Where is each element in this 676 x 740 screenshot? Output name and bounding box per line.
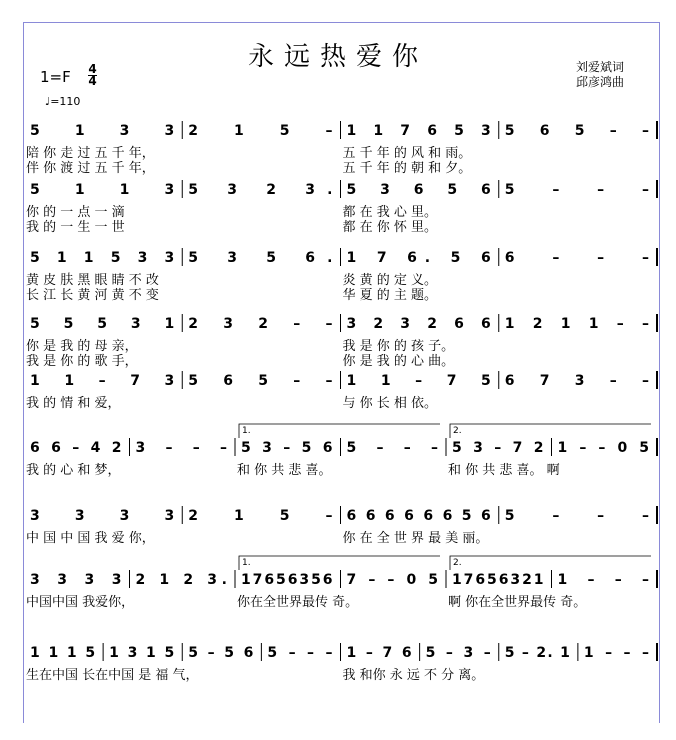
lyric-line-verse2: 长 江 长 黄 河 黄 不 变 [26,288,159,303]
measure: 3 – – – [135,440,227,456]
measure: 1 1 1 5 [30,645,96,661]
lyric-line-verse2: 五 千 年 的 朝 和 夕。 [342,161,472,176]
measure: 5 3 – 7 2 [452,440,544,456]
lyricist-credit: 刘爱斌词 [576,60,625,74]
lyric-line-verse2: 你 是 我 的 心 曲。 [342,354,455,369]
tempo-mark: ♩=110 [45,95,81,108]
system-4 [26,314,657,369]
measure: 5 – – – [267,645,333,661]
measure: 6 6 – 4 2 [30,440,122,456]
measure: 1 7 6. 5 6 [346,250,491,266]
lyric-line: 你 的 一 点 一 滴 [26,205,125,220]
measure: 1 – – – [583,645,649,661]
measure: 1 1 – 7 5 [346,373,491,389]
system-9 [26,643,657,683]
lyric-line: 我 的 心 和 梦， [26,463,121,478]
measure: 5 – – – [346,440,438,456]
lyric-line: 生在中国 长在中国 是 福 气， [26,668,199,683]
measure: 5 – – – [504,182,649,198]
system-5 [26,371,657,411]
key-signature: 1=F [40,68,71,86]
measure: 6 6 6 6 6 6 5 6 [346,508,491,524]
lyric-line-verse2: 我 的 一 生 一 世 [26,220,125,235]
lyric-line: 都 在 我 心 里。 [342,205,438,220]
volta-label: 2. [453,558,462,568]
lyric-line: 中国中国 我爱你， [26,595,135,610]
system-3 [26,248,657,303]
volta-bracket [239,424,440,438]
system-6 [26,424,657,478]
measure: 5 – 2. 1 [504,645,570,661]
measure: 3 2 3 2 6 6 [346,316,491,332]
lyric-line: 我 的 情 和 爱， [26,396,121,411]
system-1 [26,121,657,176]
lyric-line: 和 你 共 悲 喜。 啊 [448,463,560,478]
lyric-line: 陪 你 走 过 五 千 年， [26,146,155,161]
measure: 5 5 5 3 1 [30,316,175,332]
lyric-line: 你 在 全 世 界 最 美 丽。 [342,531,489,546]
lyric-line: 你在全世界最传 奇。 [237,595,359,610]
lyric-line: 我 和你 永 远 不 分 离。 [342,668,485,683]
measure: 1 – – – [557,572,649,588]
measure: 3 3 3 3 [30,508,175,524]
measure: 1 1 7 6 5 3 [346,123,491,139]
measure: 1 3 1 5 [109,645,175,661]
measure: 5 3 6 5 6 [346,182,491,198]
system-7 [26,506,657,546]
measure: 5 3 5 6. [188,250,333,266]
measure: 1 7 6 5 6 3 5 6 [241,572,333,588]
measure: 5 1 1 5 3 3 [30,250,175,266]
volta-bracket [239,556,440,570]
measure: 1 7 6 5 6 3 2 1 [452,572,544,588]
volta-bracket [450,424,651,438]
lyric-line-verse2: 都 在 你 怀 里。 [342,220,438,235]
measure: 1 1 – 7 3 [30,373,175,389]
measure: 2 3 2 – – [188,316,333,332]
measure: 1 – – 0 5 [557,440,649,456]
composer-credit: 邱彦鸿曲 [576,75,625,89]
volta-label: 1. [242,426,251,436]
measure: 1 2 1 1 – – [504,316,649,332]
measure: 2 1 5 – [188,123,333,139]
measure: 5 3 2 3. [188,182,333,198]
measure: 7 – – 0 5 [346,572,438,588]
measure: 5 1 1 3 [30,182,175,198]
lyric-line: 五 千 年 的 风 和 雨。 [342,146,472,161]
meter-top: 4 [88,62,97,76]
lyric-line-verse2: 我 是 你 的 歌 手， [26,354,138,369]
lyric-line: 和 你 共 悲 喜。 [237,463,332,478]
measure: 5 3 – 5 6 [241,440,333,456]
measure: 2 1 5 – [188,508,333,524]
lyric-line: 与 你 长 相 依。 [342,396,438,411]
meter-bottom: 4 [88,74,97,88]
measure: 6 7 3 – – [504,373,649,389]
system-2 [26,180,657,235]
volta-bracket [450,556,651,570]
measure: 5 6 5 – – [504,123,649,139]
system-8 [26,556,657,610]
lyric-line-verse2: 华 夏 的 主 题。 [342,288,438,303]
lyric-line: 黄 皮 肤 黑 眼 睛 不 改 [26,273,159,288]
measure: 5 6 5 – – [188,373,333,389]
measure: 5 1 3 3 [30,123,175,139]
measure: 1 – 7 6 [346,645,412,661]
measure: 6 – – – [504,250,649,266]
lyric-line: 中 国 中 国 我 爱 你， [26,531,155,546]
lyric-line: 啊 你在全世界最传 奇。 [448,595,587,610]
volta-label: 1. [242,558,251,568]
lyric-line: 我 是 你 的 孩 子。 [342,339,455,354]
measure: 2 1 2 3. [135,572,227,588]
song-title: 永远热爱你 [247,42,428,72]
measure: 5 – – – [504,508,649,524]
lyric-line: 炎 黄 的 定 义。 [342,273,438,288]
lyric-line: 你 是 我 的 母 亲， [26,339,138,354]
volta-label: 2. [453,426,462,436]
measure: 5 – 5 6 [188,645,254,661]
measure: 5 – 3 – [425,645,491,661]
measure: 3 3 3 3 [30,572,122,588]
lyric-line-verse2: 伴 你 渡 过 五 千 年， [26,161,155,176]
